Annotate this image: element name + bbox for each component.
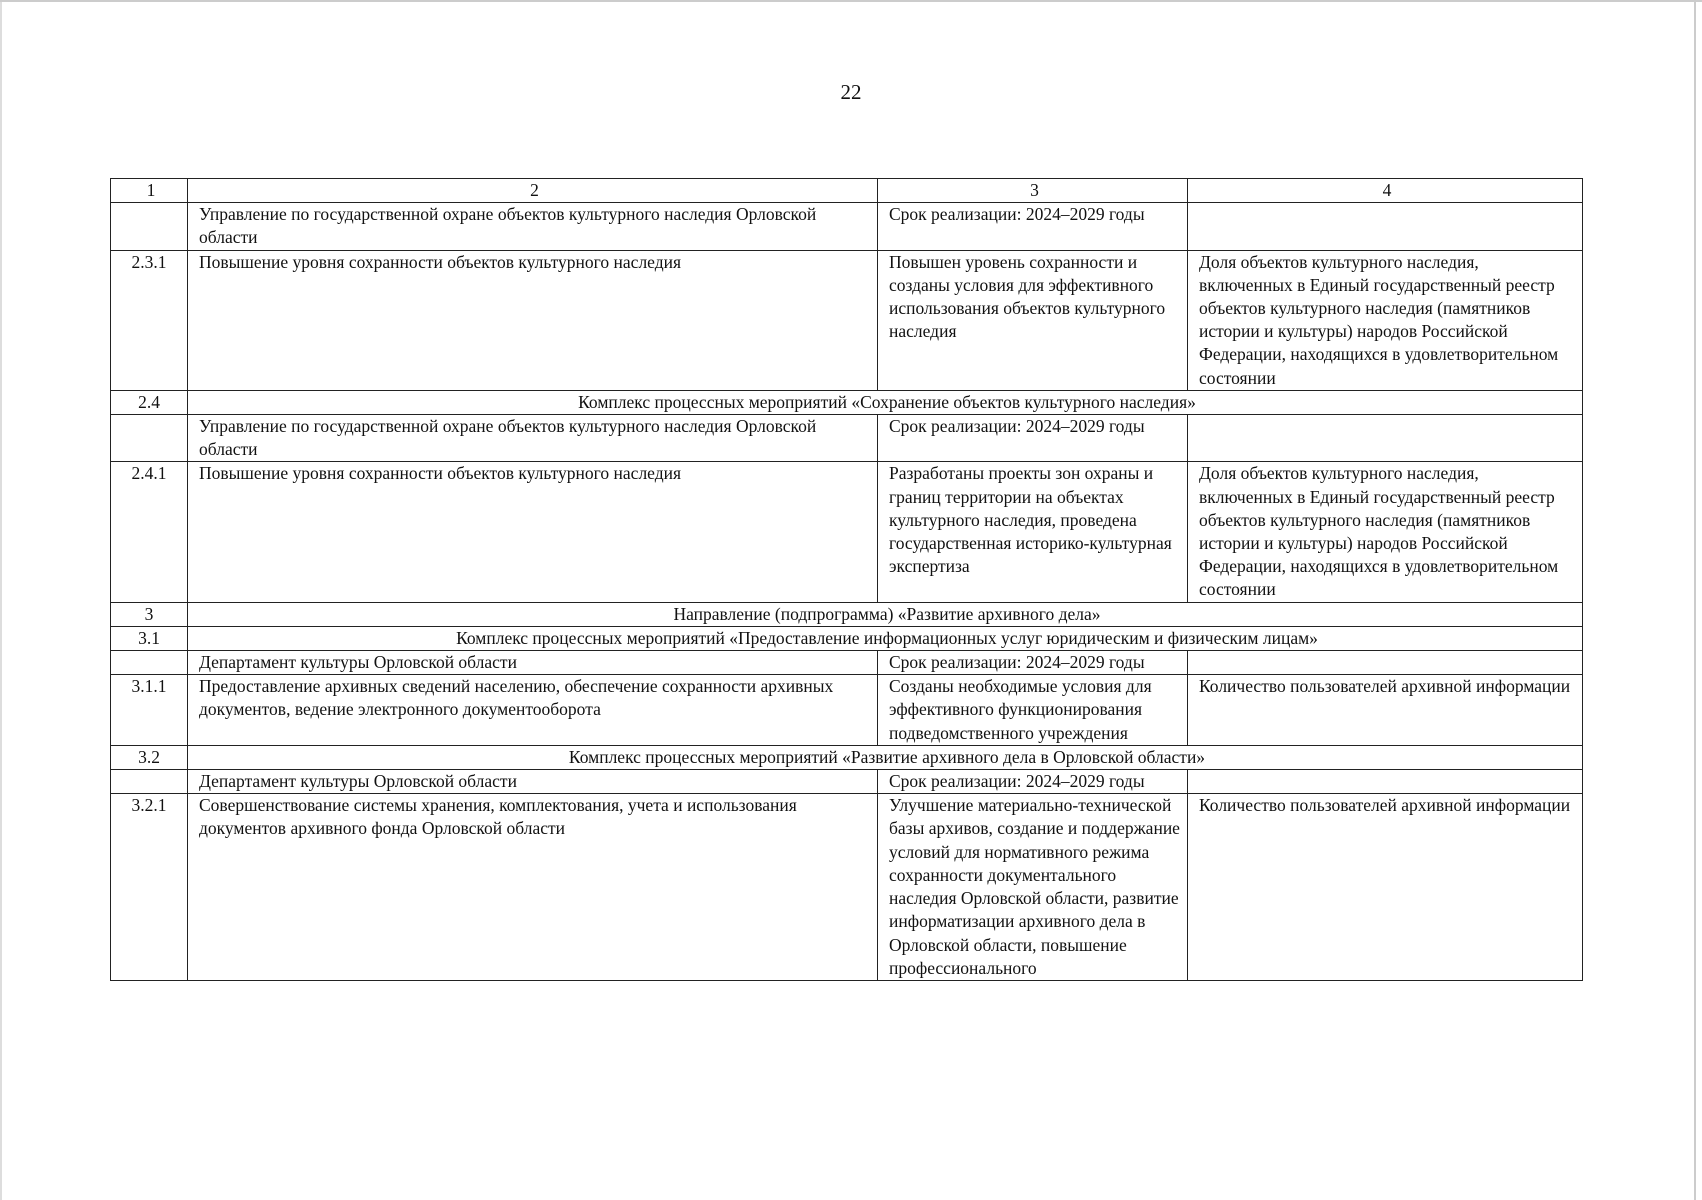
column-header-3: 3 [878, 179, 1188, 203]
result-cell: Разработаны проекты зон охраны и границ территории на объектах культурного наследия, проведена государственная историко-культурная экспертиза [878, 462, 1188, 602]
scan-edge-left [0, 0, 2, 1200]
column-header-1: 1 [111, 179, 188, 203]
result-cell: Улучшение материально-технической базы архивов, создание и поддержание условий для нормативного режима сохранности документального наследия Орловской области, развитие информатизации архивного дела в Орловской области, повышение профессионального [878, 794, 1188, 981]
indicator-cell [1188, 415, 1583, 462]
page-number: 22 [840, 80, 862, 104]
row-number: 3 [111, 602, 188, 626]
program-table [110, 178, 1583, 981]
section-row [111, 602, 1583, 626]
row-number: 2.4.1 [111, 462, 188, 602]
result-cell: Повышен уровень сохранности и созданы условия для эффективного использования объектов культурного наследия [878, 250, 1188, 390]
indicator-cell: Доля объектов культурного наследия, включенных в Единый государственный реестр объектов культурного наследия (памятников истории и культуры) народов Российской Федерации, находящихся в удовлетворительном состоянии [1188, 462, 1583, 602]
row-number [111, 651, 188, 675]
indicator-cell: Количество пользователей архивной информации [1188, 675, 1583, 746]
scan-edge-right [1694, 0, 1696, 1200]
scan-edge-top [0, 0, 1702, 2]
row-number [111, 203, 188, 250]
activity-cell: Предоставление архивных сведений населению, обеспечение сохранности архивных документов, ведение электронного документооборота [188, 675, 878, 746]
indicator-cell [1188, 651, 1583, 675]
result-cell: Срок реализации: 2024–2029 годы [878, 415, 1188, 462]
indicator-cell [1188, 203, 1583, 250]
row-number: 3.2 [111, 745, 188, 769]
result-cell: Созданы необходимые условия для эффективного функционирования подведомственного учреждения [878, 675, 1188, 746]
result-cell: Срок реализации: 2024–2029 годы [878, 651, 1188, 675]
section-title: Комплекс процессных мероприятий «Сохранение объектов культурного наследия» [188, 390, 1583, 414]
table-row [111, 651, 1583, 675]
indicator-cell: Доля объектов культурного наследия, включенных в Единый государственный реестр объектов культурного наследия (памятников истории и культуры) народов Российской Федерации, находящихся в удовлетворительном состоянии [1188, 250, 1583, 390]
row-number: 3.1 [111, 626, 188, 650]
section-title: Комплекс процессных мероприятий «Развитие архивного дела в Орловской области» [188, 745, 1583, 769]
row-number [111, 770, 188, 794]
activity-cell: Департамент культуры Орловской области [188, 651, 878, 675]
section-title: Направление (подпрограмма) «Развитие архивного дела» [188, 602, 1583, 626]
table-row [111, 462, 1583, 602]
row-number [111, 415, 188, 462]
row-number: 3.2.1 [111, 794, 188, 981]
row-number: 2.4 [111, 390, 188, 414]
indicator-cell: Количество пользователей архивной информации [1188, 794, 1583, 981]
section-row [111, 626, 1583, 650]
result-cell: Срок реализации: 2024–2029 годы [878, 770, 1188, 794]
result-cell: Срок реализации: 2024–2029 годы [878, 203, 1188, 250]
table-row [111, 203, 1583, 250]
activity-cell: Управление по государственной охране объектов культурного наследия Орловской области [188, 203, 878, 250]
column-header-4: 4 [1188, 179, 1583, 203]
table-row [111, 770, 1583, 794]
row-number: 3.1.1 [111, 675, 188, 746]
activity-cell: Повышение уровня сохранности объектов культурного наследия [188, 462, 878, 602]
table-row [111, 675, 1583, 746]
table-row [111, 250, 1583, 390]
indicator-cell [1188, 770, 1583, 794]
column-header-2: 2 [188, 179, 878, 203]
activity-cell: Совершенствование системы хранения, комплектования, учета и использования документов архивного фонда Орловской области [188, 794, 878, 981]
table-row [111, 415, 1583, 462]
activity-cell: Департамент культуры Орловской области [188, 770, 878, 794]
section-title: Комплекс процессных мероприятий «Предоставление информационных услуг юридическим и физическим лицам» [188, 626, 1583, 650]
section-row [111, 390, 1583, 414]
table-header-row [111, 179, 1583, 203]
table-row [111, 794, 1583, 981]
activity-cell: Управление по государственной охране объектов культурного наследия Орловской области [188, 415, 878, 462]
activity-cell: Повышение уровня сохранности объектов культурного наследия [188, 250, 878, 390]
section-row [111, 745, 1583, 769]
row-number: 2.3.1 [111, 250, 188, 390]
